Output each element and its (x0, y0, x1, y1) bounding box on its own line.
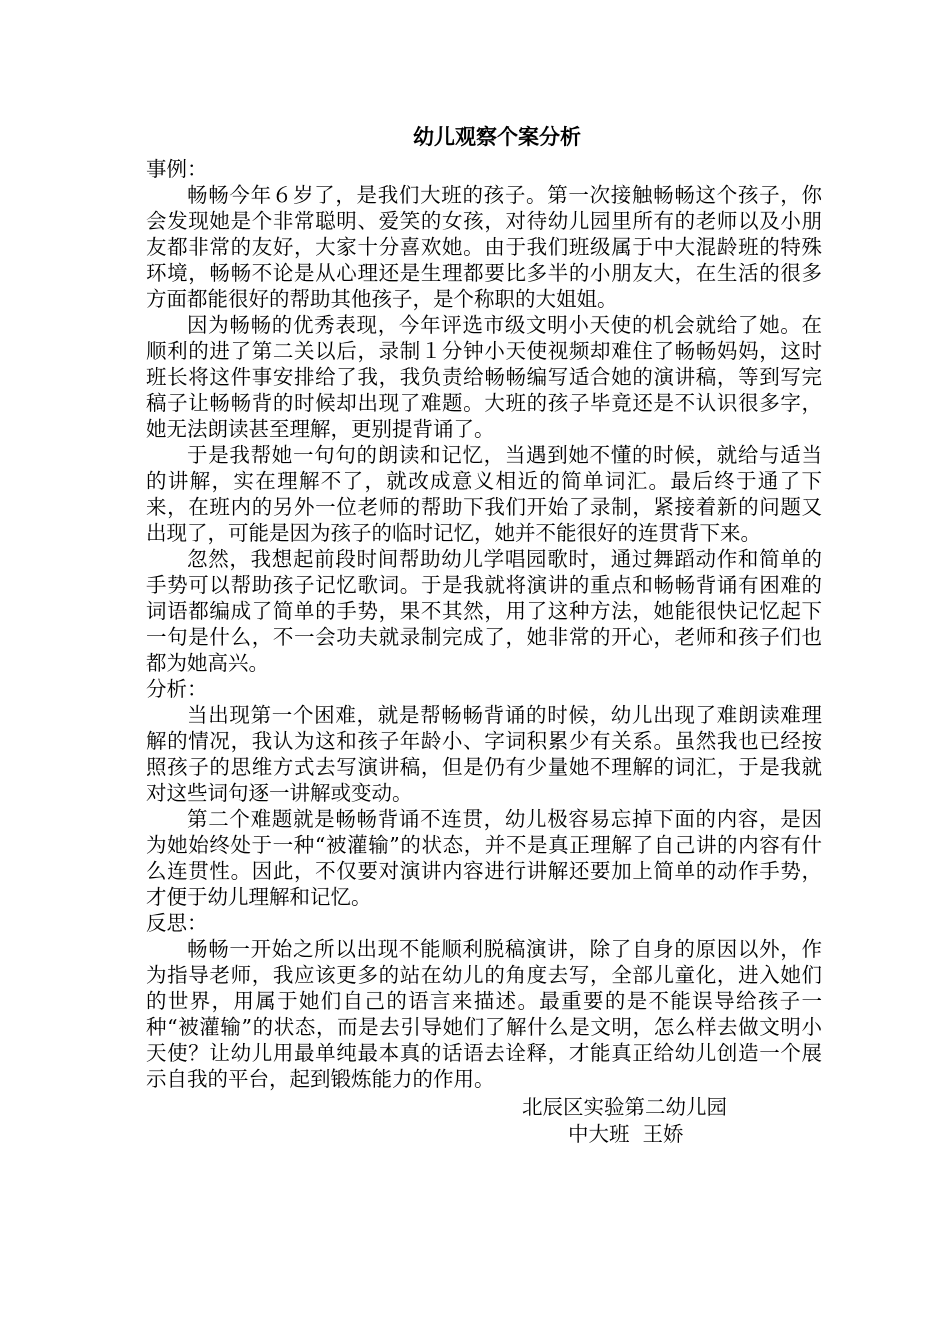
signature-block (522, 1094, 752, 1148)
section-analysis (146, 676, 822, 910)
section-label-reflection: 反思： (146, 911, 208, 935)
section-example (146, 156, 822, 676)
paragraph: 因为畅畅的优秀表现，今年评选市级文明小天使的机会就给了她。在顺利的进了第二关以后，录制１分钟小天使视频却难住了畅畅妈妈，这时班长将这件事安排给了我，我负责给畅畅编写适合她的演讲稿，等到写完稿子让畅畅背的时候却出现了难题。大班的孩子毕竟还是不认识很多字，她无法朗读甚至理解，更别提背诵了。 (146, 313, 822, 441)
paragraph: 当出现第一个困难，就是帮畅畅背诵的时候，幼儿出现了难朗读难理解的情况，我认为这和孩子年龄小、字词积累少有关系。虽然我也已经按照孩子的思维方式去写演讲稿，但是仍有少量她不理解的词汇，于是我就对这些词句逐一讲解或变动。 (146, 703, 822, 805)
document-title: 幼儿观察个案分析 (413, 124, 581, 149)
signature-organization: 北辰区实验第二幼儿园 (522, 1095, 727, 1119)
paragraph: 畅畅今年６岁了，是我们大班的孩子。第一次接触畅畅这个孩子，你会发现她是个非常聪明、爱笑的女孩，对待幼儿园里所有的老师以及小朋友都非常的友好，大家十分喜欢她。由于我们班级属于中大混龄班的特殊环境，畅畅不论是从心理还是生理都要比多半的小朋友大，在生活的很多方面都能很好的帮助其他孩子，是个称职的大姐姐。 (146, 183, 822, 311)
paragraph: 第二个难题就是畅畅背诵不连贯，幼儿极容易忘掉下面的内容，是因为她始终处于一种“被灌输”的状态，并不是真正理解了自己讲的内容有什么连贯性。因此，不仅要对演讲内容进行讲解还要加上简单的动作手势，才便于幼儿理解和记忆。 (146, 807, 822, 909)
document-body (146, 118, 822, 1092)
section-label-analysis: 分析： (146, 677, 208, 701)
signature-class-and-name: 中大班 王娇 (568, 1122, 684, 1146)
paragraph: 畅畅一开始之所以出现不能顺利脱稿演讲，除了自身的原因以外，作为指导老师，我应该更多的站在幼儿的角度去写，全部儿童化，进入她们的世界，用属于她们自己的语言来描述。最重要的是不能误导给孩子一种“被灌输”的状态，而是去引导她们了解什么是文明，怎么样去做文明小天使？让幼儿用最单纯最本真的话语去诠释，才能真正给幼儿创造一个展示自我的平台，起到锻炼能力的作用。 (146, 937, 822, 1091)
paragraph: 忽然，我想起前段时间帮助幼儿学唱园歌时，通过舞蹈动作和简单的手势可以帮助孩子记忆歌词。于是我就将演讲的重点和畅畅背诵有困难的词语都编成了简单的手势，果不其然，用了这种方法，她能很快记忆起下一句是什么，不一会功夫就录制完成了，她非常的开心，老师和孩子们也都为她高兴。 (146, 547, 822, 675)
paragraph: 于是我帮她一句句的朗读和记忆，当遇到她不懂的时候，就给与适当的讲解，实在理解不了，就改成意义相近的简单词汇。最后终于通了下来，在班内的另外一位老师的帮助下我们开始了录制，紧接着新的问题又出现了，可能是因为孩子的临时记忆，她并不能很好的连贯背下来。 (146, 443, 822, 545)
section-label-example: 事例： (146, 157, 208, 181)
section-reflection (146, 910, 822, 1092)
